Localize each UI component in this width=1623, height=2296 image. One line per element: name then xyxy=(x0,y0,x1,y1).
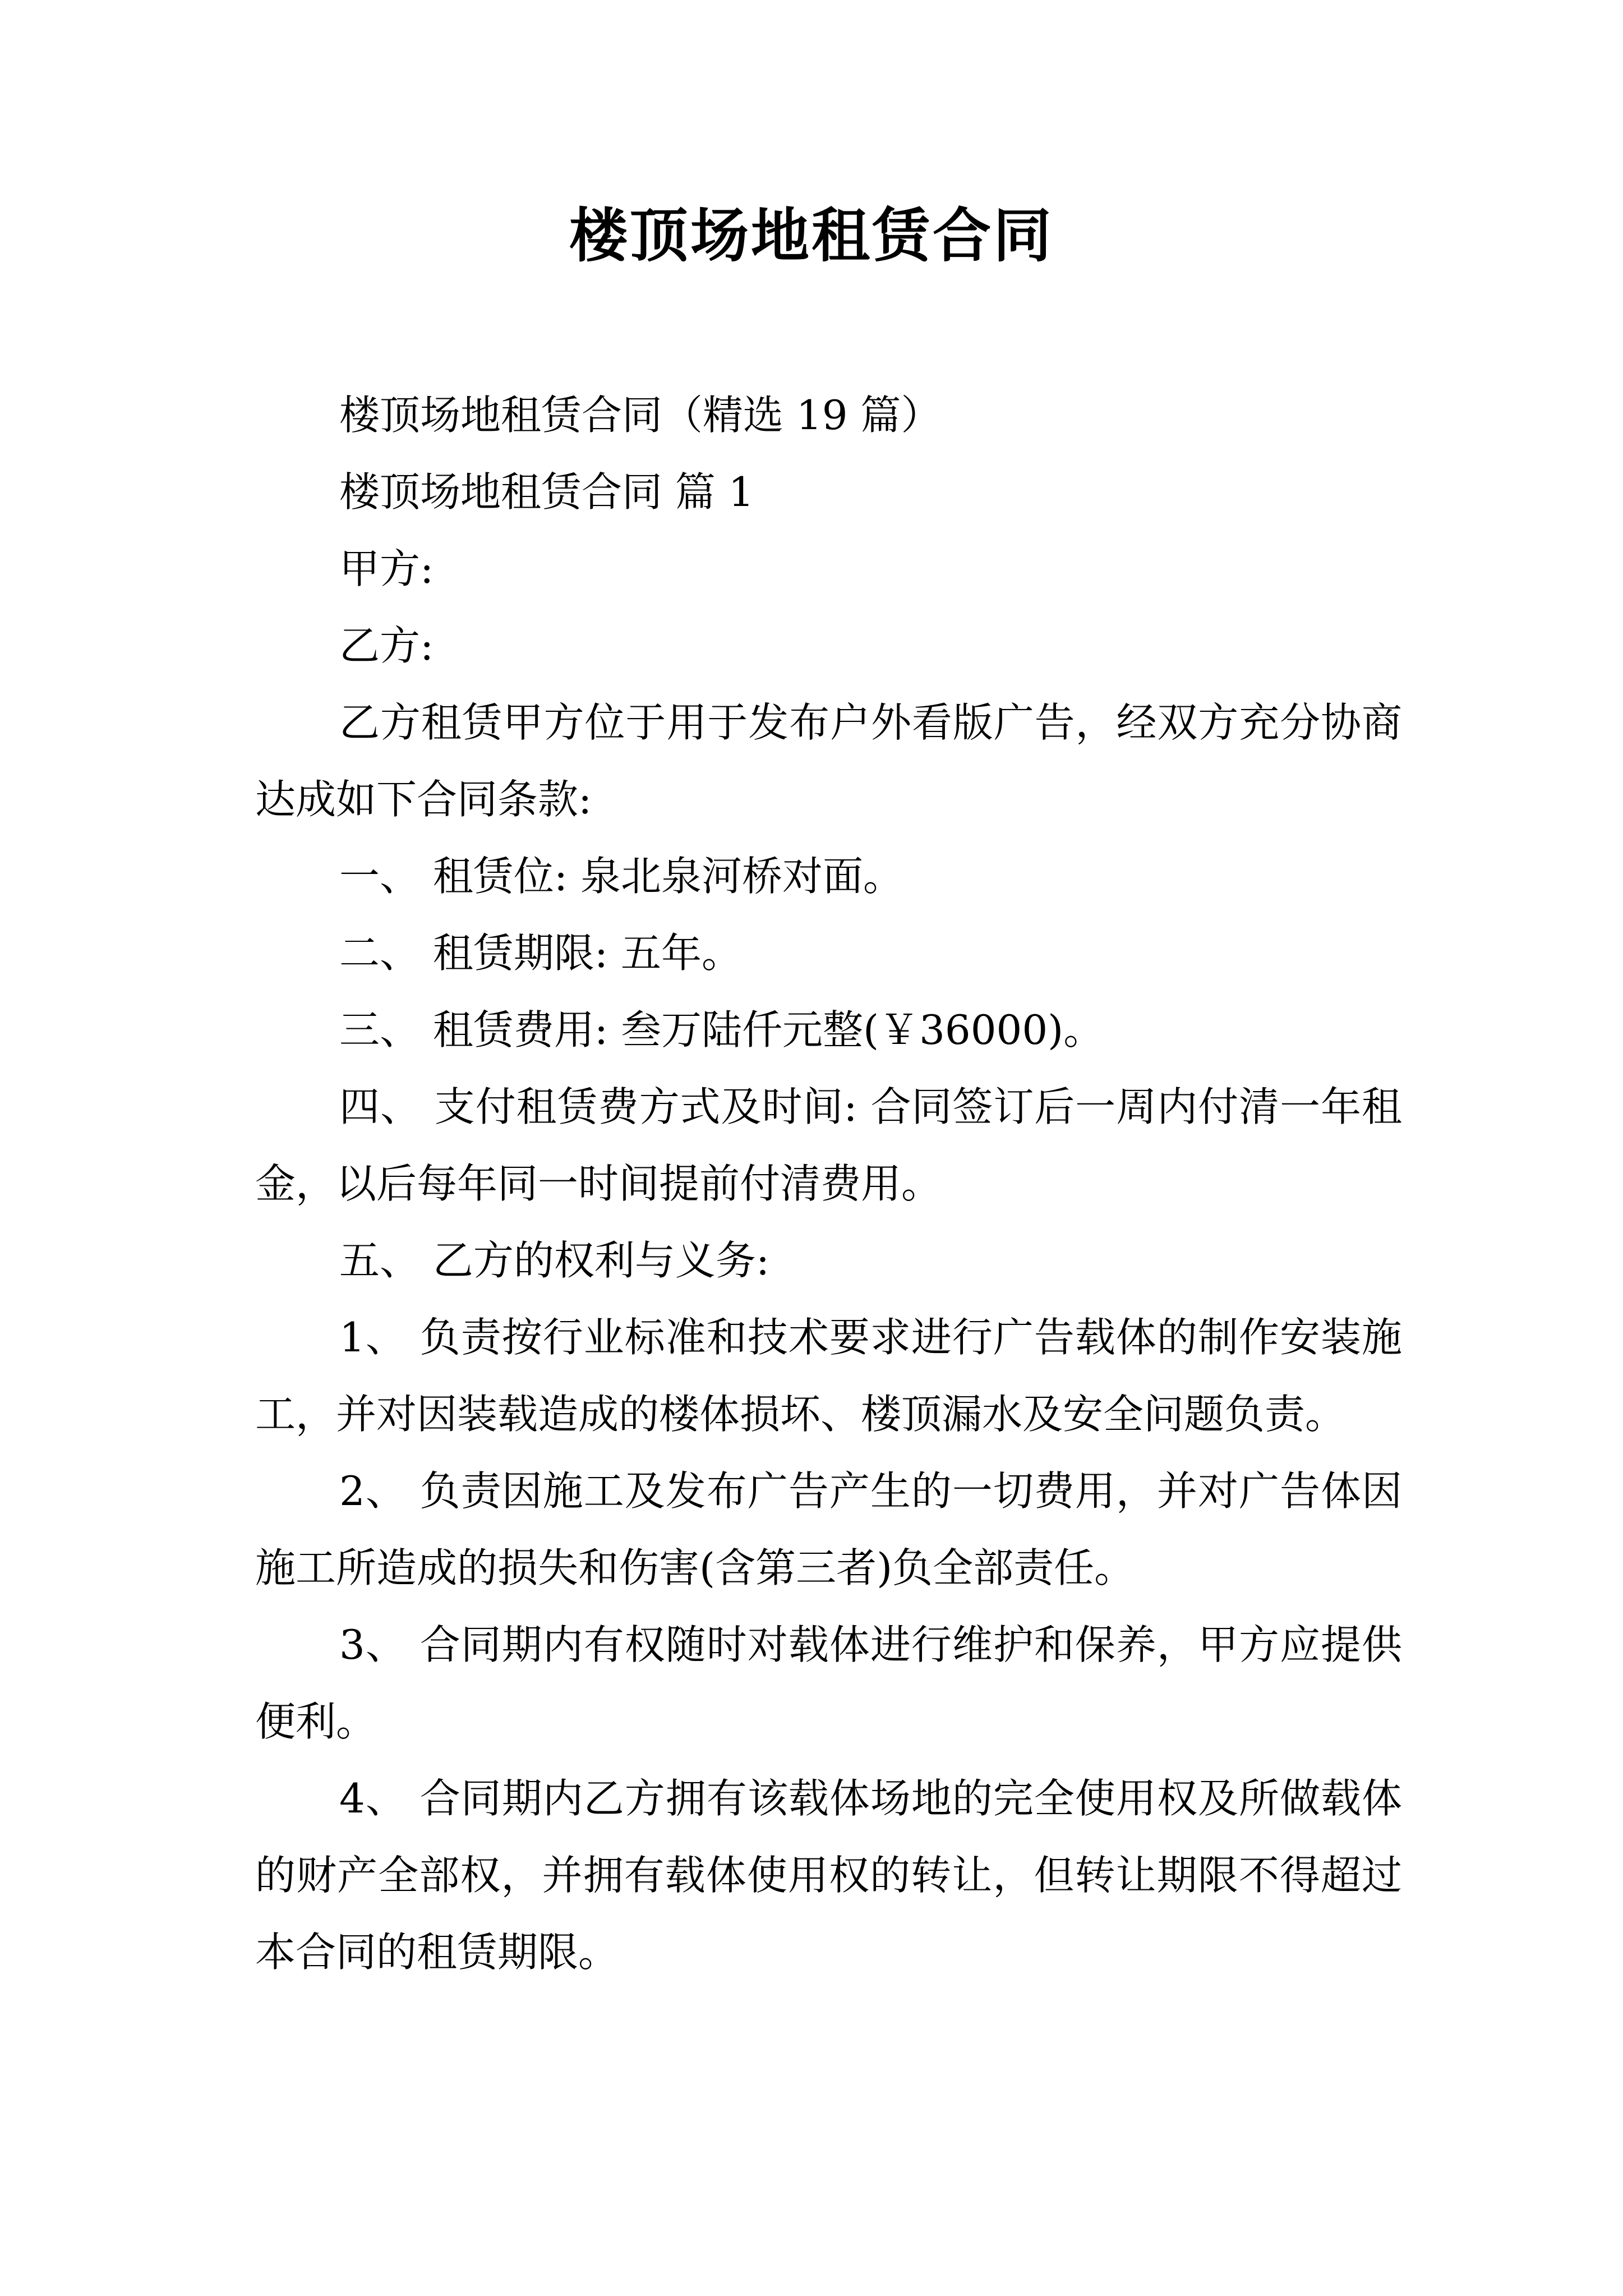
paragraph-preamble: 乙方租赁甲方位于用于发布户外看版广告，经双方充分协商达成如下合同条款: xyxy=(255,699,1402,823)
document-title: 楼顶场地租赁合同 xyxy=(569,201,1054,270)
document-body xyxy=(255,377,1402,1991)
paragraph-clause-3: 三、 租赁费用: 叁万陆仟元整(￥36000)。 xyxy=(339,1006,1104,1053)
paragraph-clause-5: 五、 乙方的权利与义务: xyxy=(339,1237,770,1284)
paragraph-clause-2: 二、 租赁期限: 五年。 xyxy=(339,930,743,977)
paragraph-subtitle: 楼顶场地租赁合同（精选 19 篇） xyxy=(339,392,942,439)
paragraph-item-3: 3、 合同期内有权随时对载体进行维护和保养，甲方应提供便利。 xyxy=(255,1621,1402,1745)
paragraph-party-b: 乙方: xyxy=(339,622,434,669)
paragraph-item-4: 4、 合同期内乙方拥有该载体场地的完全使用权及所做载体的财产全部权，并拥有载体使用权的转让，但转让期限不得超过本合同的租赁期限。 xyxy=(255,1775,1402,1976)
paragraph-party-a: 甲方: xyxy=(339,545,434,592)
paragraph-item-1: 1、 负责按行业标准和技术要求进行广告载体的制作安装施工，并对因装载造成的楼体损坏、楼顶漏水及安全问题负责。 xyxy=(255,1314,1402,1438)
paragraph-section-heading: 楼顶场地租赁合同 篇 1 xyxy=(339,468,754,516)
paragraph-clause-1: 一、 租赁位: 泉北泉河桥对面。 xyxy=(339,853,904,900)
paragraph-item-2: 2、 负责因施工及发布广告产生的一切费用，并对广告体因施工所造成的损失和伤害(含第三者)负全部责任。 xyxy=(255,1467,1402,1591)
paragraph-clause-4: 四、 支付租赁费方式及时间: 合同签订后一周内付清一年租金，以后每年同一时间提前付清费用。 xyxy=(255,1083,1402,1207)
